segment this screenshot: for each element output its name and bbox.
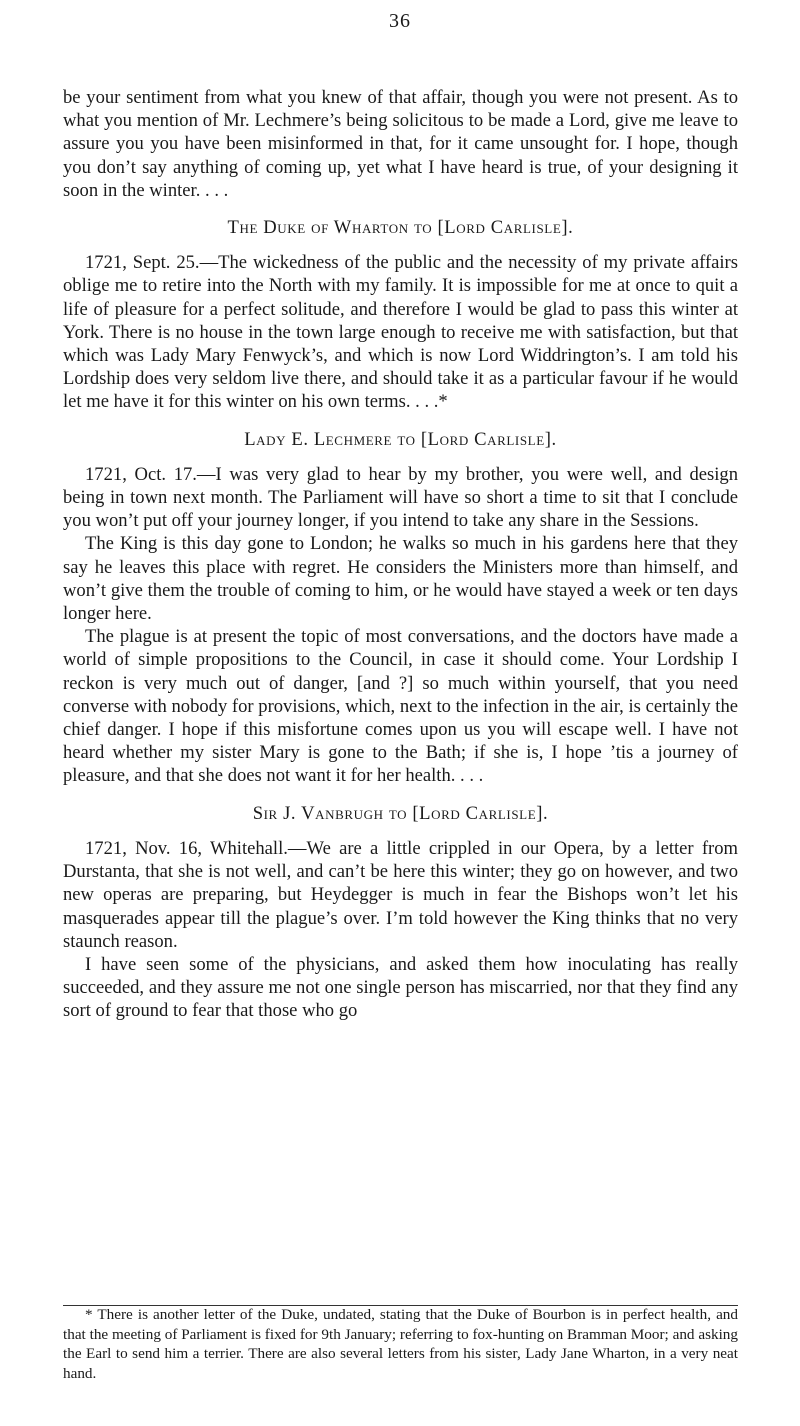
letter-paragraph: 1721, Sept. 25.—The wickedness of the public and the necessity of my private affairs oblige me to retire into the North with my family. It is impossible for me at once to quit a life of pleasure for a perfect solitude, and therefore I would be glad to pass this winter at York. There is no house in the town large enough to receive me with satisfaction, but that which was Lady Mary Fenwyck’s, and which is now Lord Widdrington’s. I am told his Lordship does very seldom live there, and should take it as a particular favour if he would let me have it for this winter on his own terms. . . .* (63, 252, 738, 413)
letter-heading-vanbrugh: Sir J. Vanbrugh to [Lord Carlisle]. (252, 802, 549, 824)
letter-paragraph: 1721, Oct. 17.—I was very glad to hear by my brother, you were well, and design being in town next month. The Parliament will have so short a time to sit that I conclude you won’t put off your journey longer, if you intend to take any share in the Sessions. (63, 463, 738, 532)
letter-paragraph: 1721, Nov. 16, Whitehall.—We are a little crippled in our Opera, by a letter from Durstanta, that she is not well, and can’t be here this winter; they go on however, and two new operas are preparing, but Heydegger is much in fear the Bishops won’t let his masquerades appear till the plague’s over. I’m told however the King thinks that no very staunch reason. (63, 837, 738, 952)
page-body (63, 86, 738, 1023)
letter-paragraph: I have seen some of the physicians, and asked them how inoculating has really succeeded, and they assure me not one single person has miscarried, nor that they find any sort of ground to fear that those who go (63, 953, 738, 1022)
letter-heading-wharton: The Duke of Wharton to [Lord Carlisle]. (227, 217, 574, 239)
page-number: 36 (389, 10, 411, 32)
letter-heading-lechmere: Lady E. Lechmere to [Lord Carlisle]. (244, 428, 557, 450)
footnote: * There is another letter of the Duke, undated, stating that the Duke of Bourbon is in perfect health, and that the meeting of Parliament is fixed for 9th January; referring to fox-hunting on Bramman Moor; and asking the Earl to send him a terrier. There are also several letters from his sister, Lady Jane Wharton, in a very neat hand. (63, 1306, 738, 1382)
letter-paragraph: The King is this day gone to London; he walks so much in his gardens here that they say he leaves this place with regret. He considers the Ministers more than himself, and won’t give them the trouble of coming to him, or he would have stayed a week or ten days longer here. (63, 533, 738, 625)
opening-paragraph: be your sentiment from what you knew of that affair, though you were not present. As to what you mention of Mr. Lechmere’s being solicitous to be made a Lord, give me leave to assure you you have been misinformed in that, for it came unsought for. I hope, though you don’t say anything of coming up, yet what I have heard is true, of your designing it soon in the winter. . . . (63, 87, 738, 201)
letter-paragraph: The plague is at present the topic of most conversations, and the doctors have made a world of simple propositions to the Council, in case it should come. Your Lordship I reckon is very much out of danger, [and ?] so much within yourself, that you need converse with nobody for provisions, which, next to the infection in the air, is certainly the chief danger. I hope if this misfortune comes upon us you will escape well. I have not heard whether my sister Mary is gone to the Bath; if she is, I hope ’tis a journey of pleasure, and that she does not want it for her health. . . . (63, 626, 738, 787)
